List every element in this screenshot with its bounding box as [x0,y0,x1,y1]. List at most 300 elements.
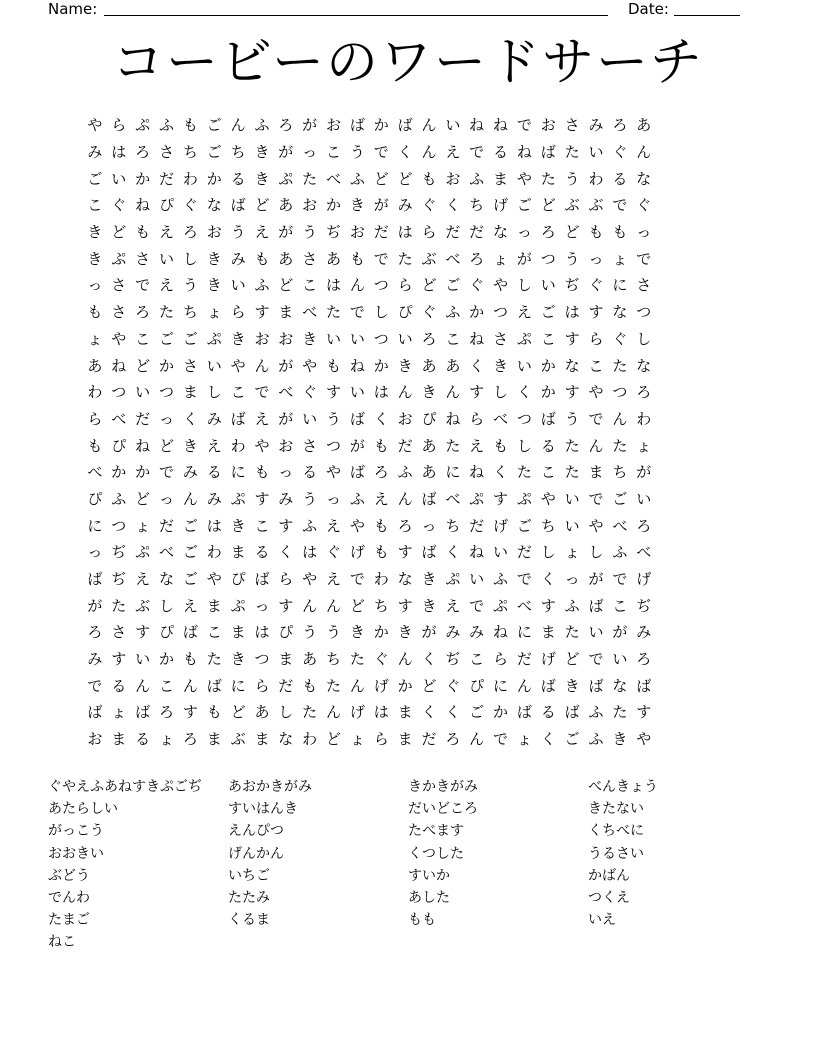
grid-letter[interactable]: ば [540,143,556,162]
grid-letter[interactable]: も [373,516,389,535]
grid-letter[interactable]: わ [636,409,652,428]
grid-letter[interactable]: え [445,143,461,162]
name-blank-line[interactable] [104,15,608,16]
grid-letter[interactable]: つ [540,249,556,268]
grid-letter[interactable]: す [636,703,652,722]
grid-letter[interactable]: も [349,249,365,268]
grid-letter[interactable]: に [612,276,628,295]
grid-letter[interactable]: ま [230,543,246,562]
grid-letter[interactable]: つ [254,650,270,669]
grid-letter[interactable]: で [349,570,365,589]
grid-letter[interactable]: き [182,436,198,455]
grid-letter[interactable]: く [516,383,532,402]
grid-letter[interactable]: ぷ [516,329,532,348]
grid-letter[interactable]: ど [135,356,151,375]
grid-letter[interactable]: み [588,116,604,135]
grid-letter[interactable]: う [564,249,580,268]
grid-letter[interactable]: げ [349,703,365,722]
grid-letter[interactable]: ま [588,463,604,482]
grid-letter[interactable]: ね [493,116,509,135]
grid-letter[interactable]: ば [349,409,365,428]
grid-letter[interactable]: こ [540,329,556,348]
grid-letter[interactable]: ょ [87,329,103,348]
grid-letter[interactable]: で [135,276,151,295]
grid-letter[interactable]: や [111,329,127,348]
grid-letter[interactable]: わ [302,730,318,749]
grid-letter[interactable]: こ [612,596,628,615]
grid-letter[interactable]: っ [278,463,294,482]
grid-letter[interactable]: ぢ [636,596,652,615]
grid-letter[interactable]: う [326,409,342,428]
grid-letter[interactable]: ろ [278,116,294,135]
grid-letter[interactable]: も [326,356,342,375]
grid-letter[interactable]: く [182,409,198,428]
grid-letter[interactable]: い [588,143,604,162]
grid-letter[interactable]: お [540,116,556,135]
grid-letter[interactable]: ろ [159,703,175,722]
grid-letter[interactable]: え [469,436,485,455]
grid-letter[interactable]: っ [254,596,270,615]
grid-letter[interactable]: に [230,676,246,695]
grid-letter[interactable]: ろ [135,143,151,162]
grid-letter[interactable]: す [326,383,342,402]
grid-letter[interactable]: っ [564,570,580,589]
grid-letter[interactable]: こ [540,463,556,482]
grid-letter[interactable]: や [206,570,222,589]
grid-letter[interactable]: み [397,196,413,215]
grid-letter[interactable]: ぶ [135,596,151,615]
grid-letter[interactable]: さ [111,623,127,642]
grid-letter[interactable]: こ [588,356,604,375]
grid-letter[interactable]: ふ [445,303,461,322]
grid-letter[interactable]: し [493,383,509,402]
grid-letter[interactable]: も [87,436,103,455]
grid-letter[interactable]: ろ [373,463,389,482]
grid-letter[interactable]: ば [254,570,270,589]
grid-letter[interactable]: る [230,169,246,188]
grid-letter[interactable]: す [397,543,413,562]
grid-letter[interactable]: ぴ [278,623,294,642]
grid-letter[interactable]: る [254,543,270,562]
grid-letter[interactable]: っ [159,489,175,508]
grid-letter[interactable]: ら [111,116,127,135]
grid-letter[interactable]: く [469,356,485,375]
grid-letter[interactable]: だ [469,516,485,535]
grid-letter[interactable]: ん [326,596,342,615]
grid-letter[interactable]: ち [373,596,389,615]
grid-letter[interactable]: ぐ [636,196,652,215]
grid-letter[interactable]: ん [516,676,532,695]
grid-letter[interactable]: に [445,463,461,482]
grid-letter[interactable]: ら [588,329,604,348]
grid-letter[interactable]: き [612,730,628,749]
grid-letter[interactable]: あ [421,436,437,455]
grid-letter[interactable]: み [636,623,652,642]
grid-letter[interactable]: に [87,516,103,535]
grid-letter[interactable]: ぷ [135,543,151,562]
grid-letter[interactable]: す [182,703,198,722]
grid-letter[interactable]: な [278,730,294,749]
grid-letter[interactable]: な [493,223,509,242]
grid-letter[interactable]: だ [469,223,485,242]
grid-letter[interactable]: ち [445,516,461,535]
grid-letter[interactable]: ん [469,730,485,749]
grid-letter[interactable]: ば [135,703,151,722]
grid-letter[interactable]: べ [111,409,127,428]
grid-letter[interactable]: ぶ [588,196,604,215]
grid-letter[interactable]: な [206,196,222,215]
grid-letter[interactable]: お [254,329,270,348]
grid-letter[interactable]: お [397,409,413,428]
grid-letter[interactable]: ん [421,116,437,135]
grid-letter[interactable]: わ [182,169,198,188]
grid-letter[interactable]: ろ [421,329,437,348]
grid-letter[interactable]: ん [445,383,461,402]
grid-letter[interactable]: つ [612,383,628,402]
grid-letter[interactable]: も [612,223,628,242]
grid-letter[interactable]: ち [230,143,246,162]
grid-letter[interactable]: ふ [612,543,628,562]
grid-letter[interactable]: な [636,169,652,188]
grid-letter[interactable]: が [278,223,294,242]
grid-letter[interactable]: き [230,516,246,535]
grid-letter[interactable]: ま [397,703,413,722]
grid-letter[interactable]: く [540,730,556,749]
grid-letter[interactable]: た [564,143,580,162]
grid-letter[interactable]: な [564,356,580,375]
grid-letter[interactable]: え [326,516,342,535]
grid-letter[interactable]: ご [159,329,175,348]
grid-letter[interactable]: も [373,543,389,562]
grid-letter[interactable]: た [302,169,318,188]
grid-letter[interactable]: は [373,703,389,722]
grid-letter[interactable]: で [87,676,103,695]
grid-letter[interactable]: ば [540,409,556,428]
grid-letter[interactable]: ら [87,409,103,428]
grid-letter[interactable]: い [135,650,151,669]
grid-letter[interactable]: た [159,303,175,322]
grid-letter[interactable]: た [206,650,222,669]
grid-letter[interactable]: に [516,623,532,642]
grid-letter[interactable]: ど [397,169,413,188]
grid-letter[interactable]: で [373,143,389,162]
grid-letter[interactable]: も [254,463,270,482]
grid-letter[interactable]: わ [373,570,389,589]
grid-letter[interactable]: に [230,463,246,482]
grid-letter[interactable]: え [326,570,342,589]
grid-letter[interactable]: お [278,436,294,455]
grid-letter[interactable]: す [111,650,127,669]
grid-letter[interactable]: で [469,143,485,162]
grid-letter[interactable]: が [421,623,437,642]
grid-letter[interactable]: ど [564,650,580,669]
grid-letter[interactable]: ぐ [182,196,198,215]
grid-letter[interactable]: つ [373,329,389,348]
grid-letter[interactable]: ょ [159,730,175,749]
grid-letter[interactable]: き [230,650,246,669]
grid-letter[interactable]: げ [493,196,509,215]
grid-letter[interactable]: だ [373,223,389,242]
grid-letter[interactable]: ょ [636,436,652,455]
grid-letter[interactable]: く [445,543,461,562]
grid-letter[interactable]: き [421,383,437,402]
grid-letter[interactable]: や [326,463,342,482]
grid-letter[interactable]: ね [135,436,151,455]
grid-letter[interactable]: す [493,489,509,508]
grid-letter[interactable]: な [636,356,652,375]
grid-letter[interactable]: ご [182,543,198,562]
grid-letter[interactable]: っ [421,516,437,535]
grid-letter[interactable]: え [135,570,151,589]
grid-letter[interactable]: ぢ [111,570,127,589]
grid-letter[interactable]: ろ [612,116,628,135]
grid-letter[interactable]: い [636,489,652,508]
grid-letter[interactable]: だ [397,436,413,455]
grid-letter[interactable]: あ [421,463,437,482]
grid-letter[interactable]: か [397,676,413,695]
grid-letter[interactable]: つ [516,409,532,428]
grid-letter[interactable]: ば [230,409,246,428]
grid-letter[interactable]: げ [493,516,509,535]
grid-letter[interactable]: さ [302,436,318,455]
grid-letter[interactable]: ば [636,676,652,695]
grid-letter[interactable]: き [87,223,103,242]
grid-letter[interactable]: ぷ [278,169,294,188]
grid-letter[interactable]: お [326,116,342,135]
grid-letter[interactable]: げ [636,570,652,589]
grid-letter[interactable]: ん [349,676,365,695]
grid-letter[interactable]: ま [206,596,222,615]
grid-letter[interactable]: ね [135,196,151,215]
grid-letter[interactable]: だ [445,223,461,242]
grid-letter[interactable]: ぐ [469,276,485,295]
grid-letter[interactable]: で [493,730,509,749]
grid-letter[interactable]: な [612,303,628,322]
grid-letter[interactable]: い [230,276,246,295]
grid-letter[interactable]: い [349,329,365,348]
grid-letter[interactable]: も [421,169,437,188]
grid-letter[interactable]: く [373,409,389,428]
grid-letter[interactable]: で [469,596,485,615]
grid-letter[interactable]: ら [469,409,485,428]
grid-letter[interactable]: た [111,596,127,615]
grid-letter[interactable]: ば [588,596,604,615]
grid-letter[interactable]: い [445,116,461,135]
grid-letter[interactable]: ょ [564,543,580,562]
grid-letter[interactable]: ぴ [230,570,246,589]
grid-letter[interactable]: ば [588,676,604,695]
grid-letter[interactable]: た [564,463,580,482]
grid-letter[interactable]: さ [159,143,175,162]
grid-letter[interactable]: げ [349,543,365,562]
grid-letter[interactable]: き [230,329,246,348]
grid-letter[interactable]: つ [159,383,175,402]
grid-letter[interactable]: い [206,356,222,375]
grid-letter[interactable]: も [493,436,509,455]
grid-letter[interactable]: ど [159,436,175,455]
grid-letter[interactable]: ば [182,623,198,642]
grid-letter[interactable]: ふ [564,596,580,615]
grid-letter[interactable]: き [87,249,103,268]
grid-letter[interactable]: み [230,249,246,268]
grid-letter[interactable]: お [278,329,294,348]
grid-letter[interactable]: っ [326,489,342,508]
grid-letter[interactable]: ん [254,356,270,375]
grid-letter[interactable]: ね [469,463,485,482]
grid-letter[interactable]: ん [421,143,437,162]
grid-letter[interactable]: い [469,570,485,589]
grid-letter[interactable]: ぐ [612,329,628,348]
grid-letter[interactable]: や [302,570,318,589]
grid-letter[interactable]: う [182,276,198,295]
grid-letter[interactable]: ょ [111,703,127,722]
grid-letter[interactable]: ぶ [564,196,580,215]
grid-letter[interactable]: う [230,223,246,242]
grid-letter[interactable]: ご [445,276,461,295]
grid-letter[interactable]: ら [278,570,294,589]
grid-letter[interactable]: た [349,650,365,669]
grid-letter[interactable]: や [230,356,246,375]
grid-letter[interactable]: で [612,196,628,215]
grid-letter[interactable]: も [206,703,222,722]
grid-letter[interactable]: る [302,463,318,482]
grid-letter[interactable]: ど [564,223,580,242]
grid-letter[interactable]: え [159,276,175,295]
grid-letter[interactable]: さ [111,276,127,295]
grid-letter[interactable]: ち [182,143,198,162]
grid-letter[interactable]: は [111,143,127,162]
grid-letter[interactable]: ぐ [445,676,461,695]
grid-letter[interactable]: ば [349,463,365,482]
grid-letter[interactable]: ふ [111,489,127,508]
grid-letter[interactable]: ぐ [421,303,437,322]
grid-letter[interactable]: で [636,249,652,268]
date-blank-line[interactable] [674,15,740,16]
grid-letter[interactable]: ふ [588,703,604,722]
grid-letter[interactable]: あ [254,703,270,722]
grid-letter[interactable]: た [564,623,580,642]
grid-letter[interactable]: で [516,116,532,135]
grid-letter[interactable]: で [373,249,389,268]
grid-letter[interactable]: ん [349,276,365,295]
grid-letter[interactable]: る [612,169,628,188]
grid-letter[interactable]: く [540,570,556,589]
grid-letter[interactable]: べ [445,249,461,268]
grid-letter[interactable]: し [182,249,198,268]
grid-letter[interactable]: ろ [87,623,103,642]
grid-letter[interactable]: い [135,383,151,402]
grid-letter[interactable]: ら [230,303,246,322]
grid-letter[interactable]: た [326,303,342,322]
grid-letter[interactable]: た [302,703,318,722]
grid-letter[interactable]: ら [397,276,413,295]
grid-letter[interactable]: か [135,463,151,482]
grid-letter[interactable]: つ [111,383,127,402]
grid-letter[interactable]: も [87,303,103,322]
grid-letter[interactable]: く [445,703,461,722]
grid-letter[interactable]: た [516,463,532,482]
grid-letter[interactable]: さ [493,329,509,348]
grid-letter[interactable]: ぴ [397,303,413,322]
grid-letter[interactable]: つ [493,303,509,322]
grid-letter[interactable]: ぢ [445,650,461,669]
grid-letter[interactable]: っ [636,223,652,242]
grid-letter[interactable]: く [421,703,437,722]
grid-letter[interactable]: っ [516,223,532,242]
grid-letter[interactable]: ろ [469,249,485,268]
grid-letter[interactable]: で [588,489,604,508]
grid-letter[interactable]: だ [159,516,175,535]
grid-letter[interactable]: た [564,436,580,455]
grid-letter[interactable]: ね [445,409,461,428]
grid-letter[interactable]: す [469,383,485,402]
grid-letter[interactable]: ふ [588,730,604,749]
grid-letter[interactable]: き [397,623,413,642]
grid-letter[interactable]: で [588,409,604,428]
grid-letter[interactable]: き [254,143,270,162]
grid-letter[interactable]: す [540,596,556,615]
grid-letter[interactable]: ど [111,223,127,242]
grid-letter[interactable]: ね [493,623,509,642]
grid-letter[interactable]: ご [516,516,532,535]
grid-letter[interactable]: こ [87,196,103,215]
grid-letter[interactable]: す [564,329,580,348]
grid-letter[interactable]: る [540,703,556,722]
grid-letter[interactable]: ど [421,676,437,695]
grid-letter[interactable]: も [182,116,198,135]
grid-letter[interactable]: ま [397,730,413,749]
grid-letter[interactable]: ば [87,570,103,589]
grid-letter[interactable]: か [540,383,556,402]
grid-letter[interactable]: っ [87,276,103,295]
grid-letter[interactable]: ぷ [516,489,532,508]
grid-letter[interactable]: で [349,303,365,322]
grid-letter[interactable]: ぐ [612,143,628,162]
grid-letter[interactable]: ぷ [111,249,127,268]
grid-letter[interactable]: か [469,303,485,322]
grid-letter[interactable]: ご [206,116,222,135]
grid-letter[interactable]: み [445,623,461,642]
grid-letter[interactable]: ぢ [564,276,580,295]
grid-letter[interactable]: ら [373,730,389,749]
grid-letter[interactable]: し [516,276,532,295]
grid-letter[interactable]: い [493,543,509,562]
grid-letter[interactable]: ろ [182,223,198,242]
grid-letter[interactable]: も [373,436,389,455]
grid-letter[interactable]: や [302,356,318,375]
grid-letter[interactable]: が [302,116,318,135]
grid-letter[interactable]: い [588,623,604,642]
grid-letter[interactable]: あ [278,249,294,268]
grid-letter[interactable]: う [302,623,318,642]
grid-letter[interactable]: い [540,276,556,295]
grid-letter[interactable]: や [636,730,652,749]
grid-letter[interactable]: っ [302,143,318,162]
grid-letter[interactable]: ち [326,650,342,669]
grid-letter[interactable]: な [397,570,413,589]
grid-letter[interactable]: い [159,249,175,268]
grid-letter[interactable]: べ [636,543,652,562]
grid-letter[interactable]: こ [469,650,485,669]
grid-letter[interactable]: が [349,436,365,455]
grid-letter[interactable]: か [373,623,389,642]
grid-letter[interactable]: え [254,409,270,428]
grid-letter[interactable]: ふ [493,570,509,589]
grid-letter[interactable]: だ [516,650,532,669]
grid-letter[interactable]: ぷ [493,596,509,615]
grid-letter[interactable]: ん [612,409,628,428]
grid-letter[interactable]: え [159,223,175,242]
